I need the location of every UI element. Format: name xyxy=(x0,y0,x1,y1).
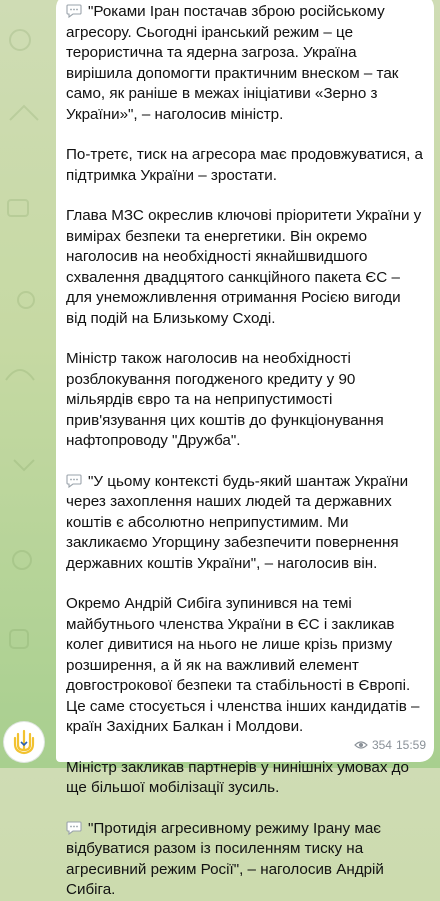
quote-paragraph xyxy=(66,472,424,575)
paragraph-text: "Роками Іран постачав зброю російському агресору. Сьогодні іранський режим – це терористична та ядерна загроза. Україна вирішила допомогти практичним внеском – так само, як раніше в межах ініціативи «Зерно з України»", – наголосив міністр. xyxy=(66,3,399,123)
text-paragraph xyxy=(66,349,424,452)
paragraph-text: По-третє, тиск на агресора має продовжуватися, а підтримка України – зростати. xyxy=(66,146,423,184)
text-paragraph xyxy=(66,206,424,329)
text-paragraph xyxy=(66,145,424,186)
trident-emblem-icon xyxy=(10,728,38,756)
paragraph-text: "У цьому контексті будь-який шантаж України через захоплення наших людей та державних коштів є абсолютно неприпустимим. Ми закликаємо Угорщину забезпечити повернення державних коштів України", – наголосив він. xyxy=(66,472,409,572)
channel-avatar[interactable] xyxy=(4,722,44,762)
eye-icon xyxy=(354,740,368,750)
text-paragraph xyxy=(66,594,424,738)
text-paragraph xyxy=(66,758,424,799)
paragraph-text: "Протидія агресивному режиму Ірану має відбуватися разом із посиленням тиску на агресивний режим Росії", – наголосив Андрій Сибіга. xyxy=(66,819,384,898)
quote-paragraph xyxy=(66,819,424,901)
speech-bubble-icon xyxy=(66,4,82,18)
speech-bubble-icon xyxy=(66,821,82,835)
message-time: 15:59 xyxy=(395,737,426,752)
paragraph-text: Глава МЗС окреслив ключові пріоритети України у вимірах безпеки та енергетики. Він окремо наголосив на необхідності якнайшвидшого схвалення двадцятого санкційного пакета ЄС – для унеможливлення отримання Росією вигоди від подій на Близькому Сході. xyxy=(66,207,422,327)
paragraph-text: Міністр також наголосив на необхідності розблокування погодженого кредиту у 90 мільярдів євро та на неприпустимості прив'язування цих коштів до функціонування нафтопроводу "Дружба". xyxy=(66,350,384,449)
speech-bubble-icon xyxy=(66,474,82,488)
view-count: 354 xyxy=(371,737,392,752)
quote-paragraph xyxy=(66,2,424,125)
message-meta xyxy=(354,735,426,756)
paragraph-text: Окремо Андрій Сибіга зупинився на темі майбутнього членства України в ЄС і закликав колег дивитися на нього не лише крізь призму розширення, а й як на важливий елемент довгострокової безпеки та стабільності в Європі. Це саме стосується і членства інших кандидатів – країн Західних Балкан і Молдови. xyxy=(66,595,420,735)
paragraph-text: Міністр закликав партнерів у нинішніх умовах до ще більшої мобілізації зусиль. xyxy=(66,758,409,796)
message-bubble[interactable] xyxy=(56,0,434,898)
